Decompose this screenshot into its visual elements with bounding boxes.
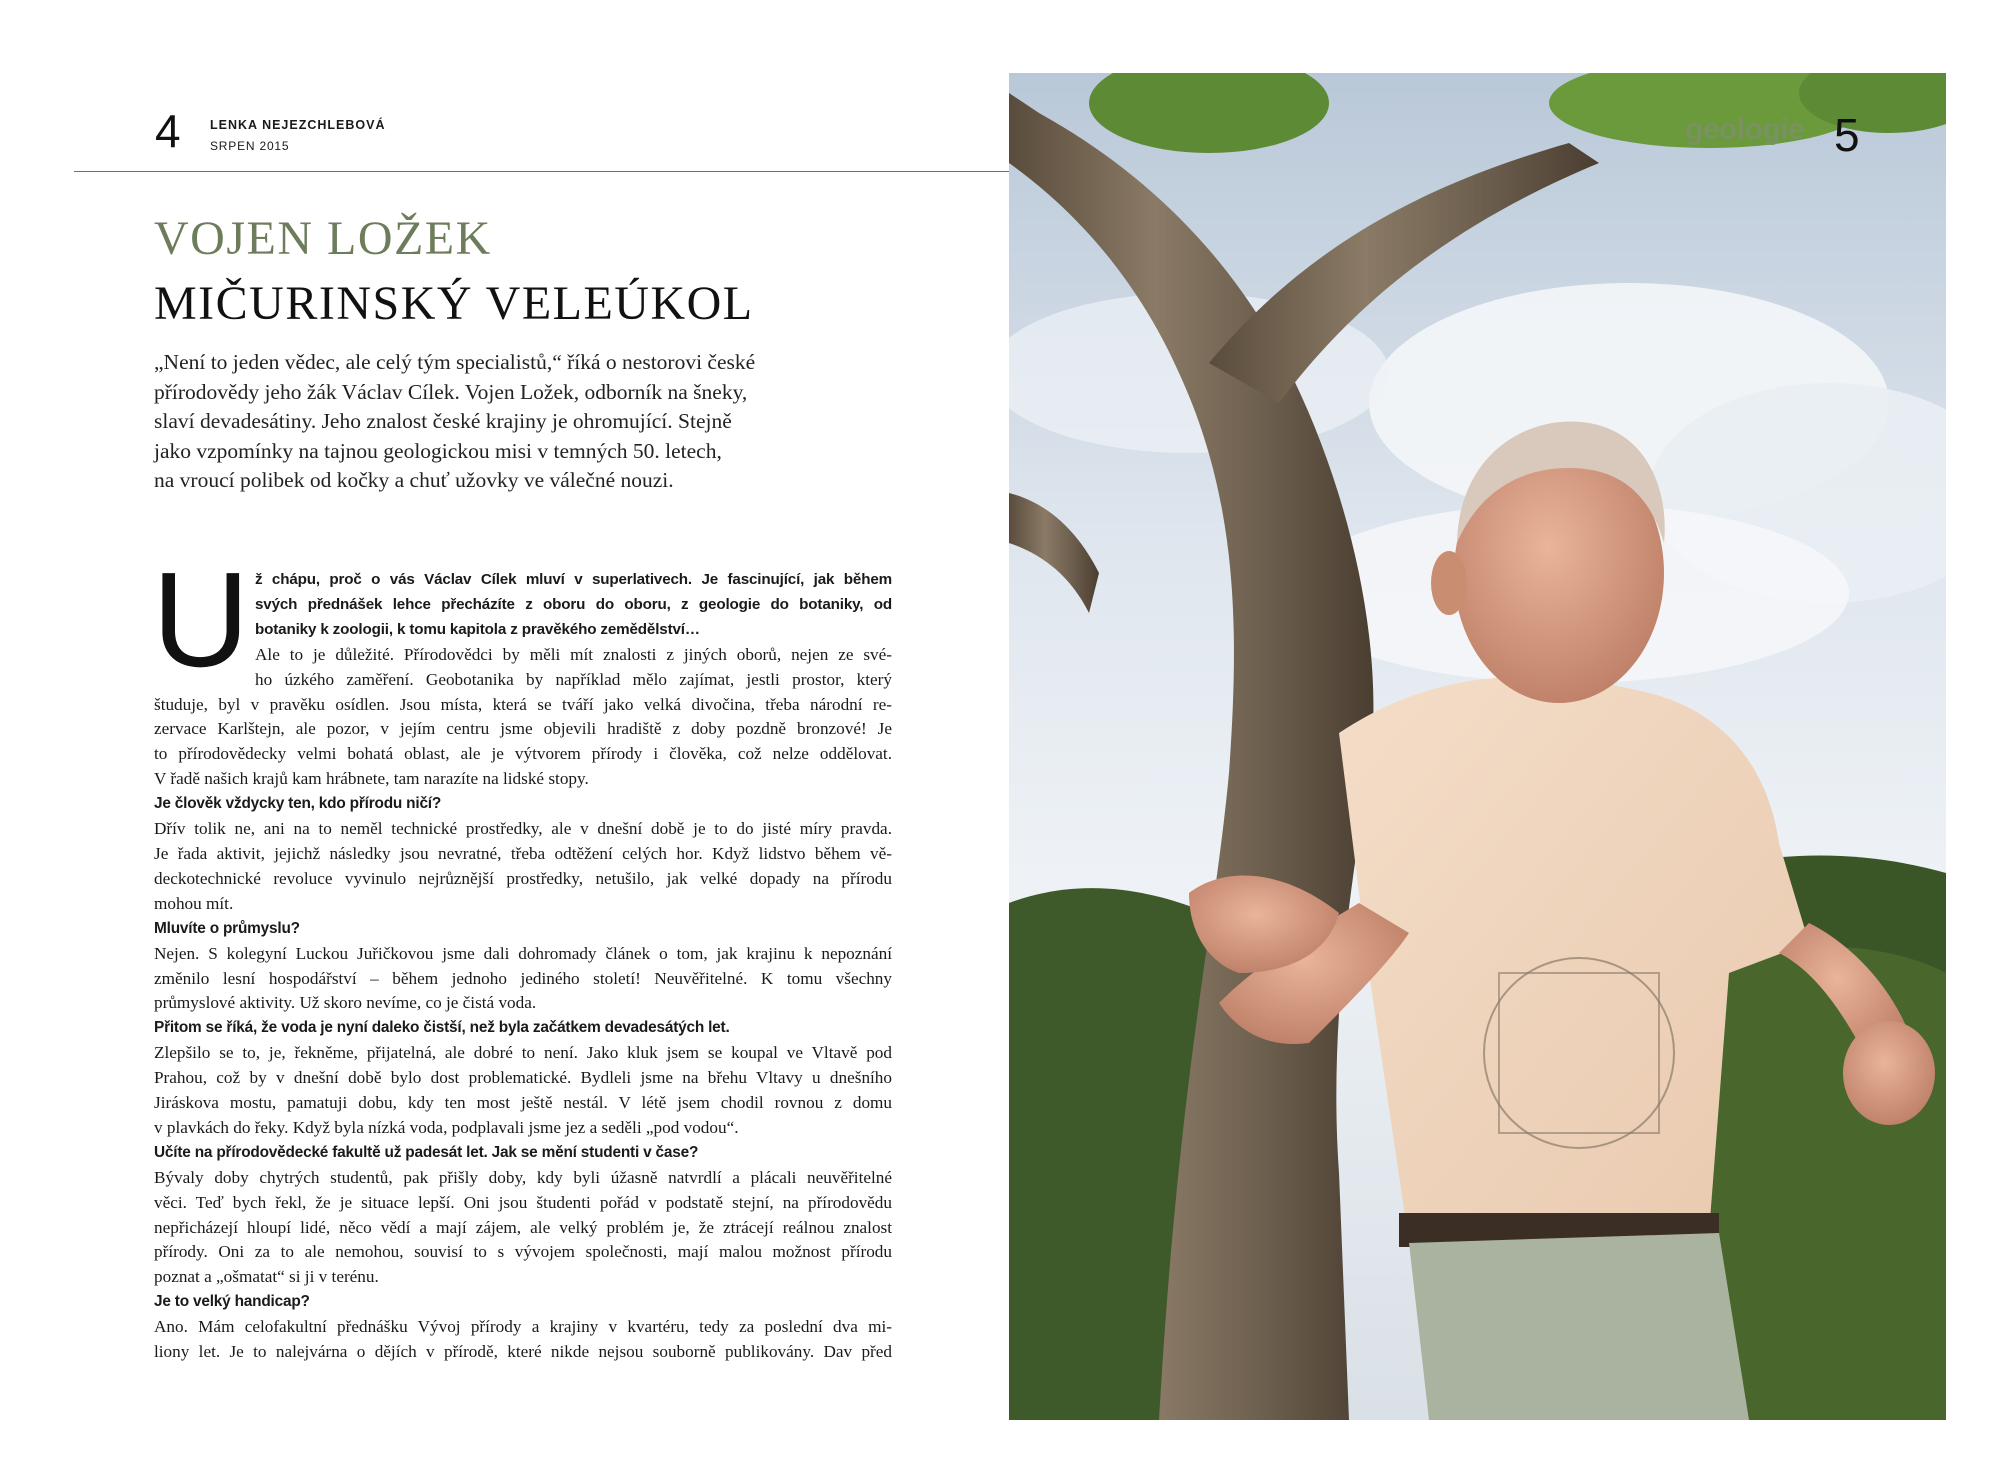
interview-question: Přitom se říká, že voda je nyní daleko čistší, než byla začátkem devadesátých let. [154,1019,730,1037]
lead-line: přírodovědy jeho žák Václav Cílek. Vojen Ložek, odborník na šneky, [154,379,748,404]
interview-question: Učíte na přírodovědecké fakultě už padesát let. Jak se mění studenti v čase? [154,1143,699,1161]
section-label: geologie [1685,113,1805,146]
body-line: Dřív tolik ne, ani na to neměl technické prostředky, ale v dnešní době je to do jisté míry pravda. [154,819,892,839]
body-line: v plavkách do řeky. Když byla nízká voda, podplavali jsme jez a seděli „pod vodou“. [154,1117,739,1137]
body-line: zervace Karlštejn, ale pozor, v jejím centru jsme objevili hradiště z doby pozdně bronzové! Je [154,719,892,739]
article-body [154,568,892,1365]
lead-line: „Není to jeden vědec, ale celý tým specialistů,“ říká o nestorovi české [154,350,756,374]
body-line: poznat a „ošmatat“ si ji v terénu. [154,1267,379,1287]
body-line: Je řada aktivit, jejichž následky jsou nevratné, třeba odtěžení celých hor. Když lidstvo během vě- [154,843,892,863]
body-line: to přírodovědecky velmi bohatá oblast, ale je výtvorem přírody i člověka, což nelze oddělovat. [154,744,892,764]
issue-date: SRPEN 2015 [210,139,290,153]
body-line: svých přednášek lehce přecházíte z oboru do oboru, z geologie do botaniky, od [255,595,892,613]
body-line: liony let. Je to nalejvárna o dějích v přírodě, které nikde nejsou souborně publikovány. Dav před [154,1342,892,1362]
article-subtitle: MIČURINSKÝ VELEÚKOL [154,277,754,330]
page-number-left: 4 [155,105,181,157]
body-line: průmyslové aktivity. Už skoro nevíme, co je čistá voda. [154,993,537,1013]
body-line: změnilo lesní hospodářství – během jednoho jediného století! Neuvěřitelné. K tomu všechny [154,968,892,988]
lead-line: jako vzpomínky na tajnou geologickou misi v temných 50. letech, [154,438,722,463]
article-name: VOJEN LOŽEK [154,212,492,265]
body-line: mohou mít. [154,893,234,913]
drop-cap: U [152,544,250,695]
body-line: nepřicházejí hloupí lidé, něco vědí a mají zájem, ale velký problém je, že ztrácejí reálnou znalost [154,1217,892,1237]
body-line: ho úzkého zaměření. Geobotanika by například mělo zajímat, jestli prostor, který [255,669,892,689]
interview-question: Je člověk vždycky ten, kdo přírodu ničí? [154,795,442,813]
lead-line: slaví devadesátiny. Jeho znalost české krajiny je ohromující. Stejně [154,409,732,433]
forest-right-front [1709,947,1946,1420]
interview-question: Mluvíte o průmyslu? [154,919,300,937]
body-line: věci. Teď bych řekl, že je situace lepší. Oni jsou študenti pořád v podstatě stejní, na přírodovědu [154,1192,892,1212]
body-line: deckotechnické revoluce vyvinulo nejrůznější prostředky, netušilo, jak velké dopady na přírodu [154,868,892,888]
header-rule [74,171,1009,172]
body-line: Ano. Mám celofakultní přednášku Vývoj přírody a krajiny v kvartéru, tedy za poslední dva mi- [154,1317,892,1337]
body-line: Bývaly doby chytrých studentů, pak přišly doby, kdy byli úžasně natvrdlí a plácali neuvěřitelné [154,1167,892,1187]
man-trousers [1409,1233,1749,1420]
body-line: študuje, byl v pravěku osídlen. Jsou místa, která se tváří jako velká divočina, třeba národní re- [154,694,892,714]
body-line: Prahou, což by v dnešní době bylo dost problematické. Bydleli jsme na břehu Vltavy u dnešního [154,1068,892,1088]
body-line: ž chápu, proč o vás Václav Cílek mluví v superlativech. Je fascinující, jak během [255,571,892,588]
body-line: přírody. Oni za to ale nemohou, souvisí to s vývojem společnosti, mají malou možnost přírodu [154,1242,892,1262]
lead-line: na vroucí polibek od kočky a chuť užovky ve válečné nouzi. [154,468,674,492]
body-line: Jiráskova mostu, pamatuji dobu, kdy ten most ještě nestál. V létě jsem chodil rovnou z domu [154,1093,892,1113]
author-name: LENKA NEJEZCHLEBOVÁ [210,118,386,132]
page-number-right: 5 [1834,109,1860,161]
body-line: Zlepšilo se to, je, řekněme, přijatelná, ale dobré to není. Jako kluk jsem se koupal ve Vltavě pod [154,1043,892,1063]
body-line: Ale to je důležité. Přírodovědci by měli mít znalosti z jiných oborů, nejen ze své- [255,644,892,664]
body-line: botaniky k zoologii, k tomu kapitola z pravěkého zemědělství… [255,620,700,638]
interview-question: Je to velký handicap? [154,1293,310,1311]
body-line: V řadě našich krajů kam hrábnete, tam narazíte na lidské stopy. [154,769,589,789]
body-line: Nejen. S kolegyní Luckou Juřičkovou jsme dali dohromady článek o tom, jak krajinu k nepoznání [154,943,892,963]
lead-paragraph [154,348,794,496]
portrait-photo [1009,73,1946,1420]
man-fist [1843,1021,1935,1125]
photo-illustration [1009,73,1946,1420]
man-ear [1431,551,1467,615]
